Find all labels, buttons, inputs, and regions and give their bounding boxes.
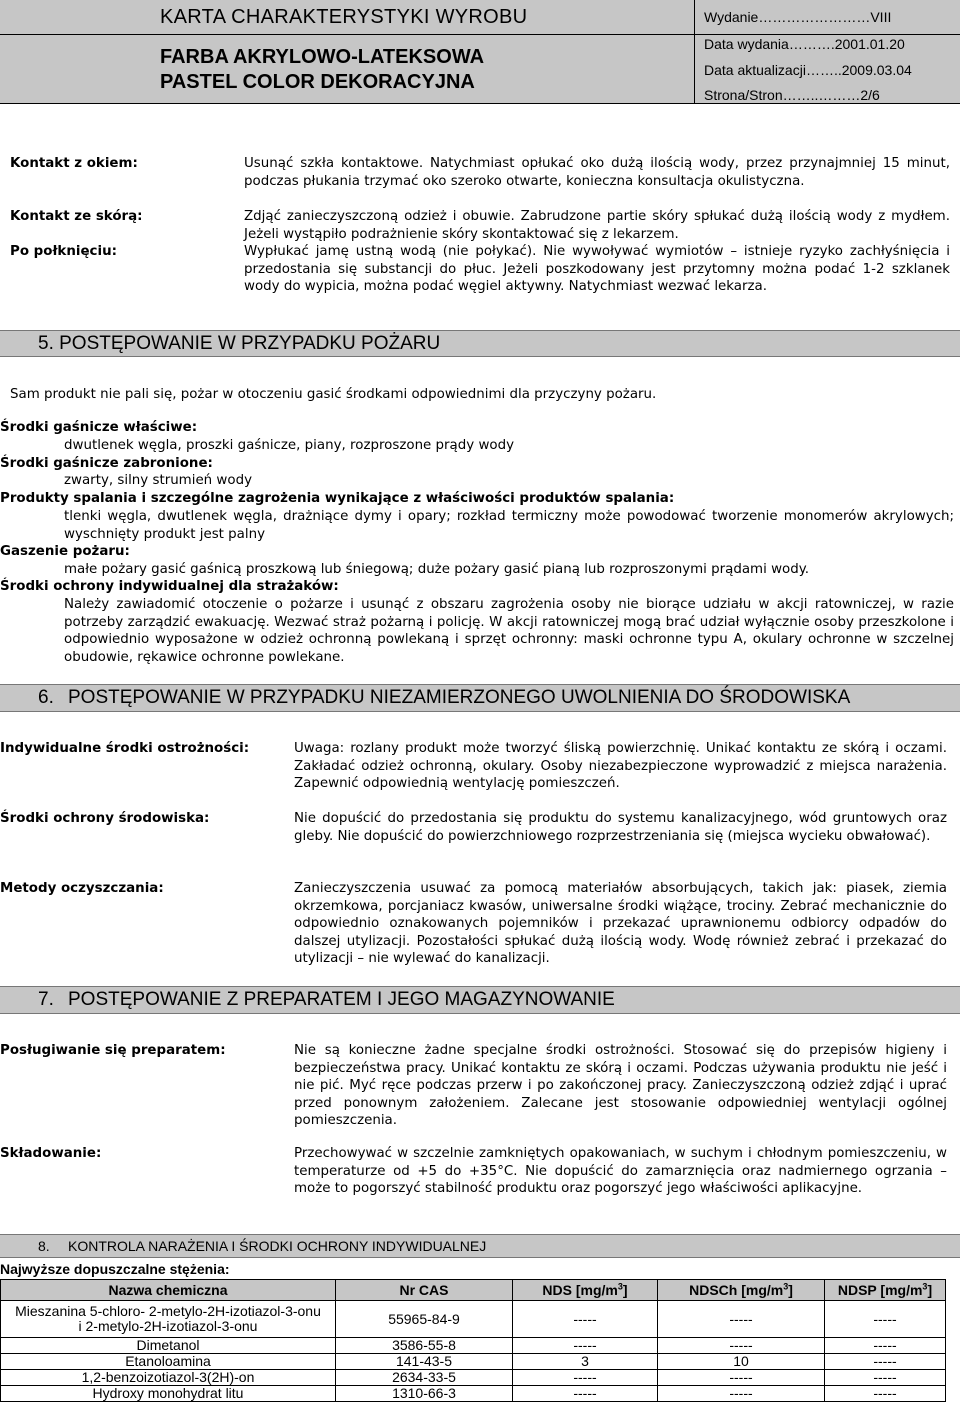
handling-row-text: Przechowywać w szczelnie zamkniętych opakowaniach, w suchym i chłodnym pomieszczeniu, w temperaturze od +5 do +35°C. Nie dopuścić do zamarznięcia oraz nadmiernego ogrzania – może to pogorszyć stabilność produktu oraz pogorszyć jego właściwości aplikacyjne. xyxy=(294,1146,947,1196)
update-date: Data aktualizacji……..2009.03.04 xyxy=(704,62,912,78)
table-cell: 3 xyxy=(513,1354,658,1370)
table-cell: ----- xyxy=(825,1354,946,1370)
handling-row-label: Składowanie: xyxy=(0,1146,102,1161)
column-header: NDSCh $[mg/m^3]$ xyxy=(658,1280,825,1301)
table-cell: Mieszanina 5-chloro- 2-metylo-2H-izotiazol-3-onu i 2-metylo-2H-izotiazol-3-onu xyxy=(1,1301,336,1338)
exposure-limits-table xyxy=(0,1279,946,1402)
fire-item-label: Gaszenie pożaru: xyxy=(0,544,130,559)
table-row xyxy=(1,1354,946,1370)
table-cell: ----- xyxy=(513,1301,658,1338)
table-header-row xyxy=(1,1280,946,1301)
table-cell: ----- xyxy=(658,1370,825,1386)
fire-item-text: małe pożary gasić gaśnicą proszkową lub śniegową; duże pożary gasić pianą lub rozproszonymi prądami wody. xyxy=(64,562,809,577)
issue-date: Data wydania……….2001.01.20 xyxy=(704,36,905,52)
skin-text: Zdjąć zanieczyszczoną odzież i obuwie. Zabrudzone partie skóry spłukać dużą ilością wody z mydłem. Jeżeli wystąpiło podrażnienie skóry skontaktować się z lekarzem. xyxy=(244,209,950,242)
table-cell: Dimetanol xyxy=(1,1338,336,1354)
table-row xyxy=(1,1386,946,1402)
table-row xyxy=(1,1301,946,1338)
table-row xyxy=(1,1338,946,1354)
section-8-title: KONTROLA NARAŻENIA I ŚRODKI OCHRONY INDYWIDUALNEJ xyxy=(68,1238,487,1254)
handling-row-text: Nie są konieczne żadne specjalne środki ostrożności. Stosować się do przepisów higieny i bezpieczeństwa pracy. Unikać kontaktu ze skórą i oczami. Podczas używania produktu nie jeść i nie pić. Myć ręce podczas przerw i po zakończonej pracy. Zanieczyszczoną odzież zdjąć i uprać przed ponownym założeniem. Zalecane jest stosowanie odpowiedniej wentylacji ogólnej pomieszczenia. xyxy=(294,1043,947,1128)
column-header: NDS $[mg/m^3]$ xyxy=(513,1280,658,1301)
release-row-label: Środki ochrony środowiska: xyxy=(0,811,210,826)
table-cell: ----- xyxy=(825,1370,946,1386)
fire-item-text: zwarty, silny strumień wody xyxy=(64,473,252,488)
release-row-text: Uwaga: rozlany produkt może tworzyć śliską powierzchnię. Unikać kontaktu ze skórą i oczami. Zakładać odzież ochronną, okulary. Osoby niezabezpieczone wyprowadzić z miejsca narażenia. Zapewnić odpowiednią wentylację pomieszczeń. xyxy=(294,741,947,791)
section-7-number: 7. xyxy=(38,989,54,1010)
fire-item-text: dwutlenek węgla, proszki gaśnicze, piany, rozproszone prądy wody xyxy=(64,438,515,453)
table-cell: 55965-84-9 xyxy=(336,1301,513,1338)
release-row-text: Nie dopuścić do przedostania się produktu do systemu kanalizacyjnego, wód gruntowych oraz gleby. Nie dopuścić do powierzchniowego rozprzestrzeniania się (miejsca wycieku obwałować). xyxy=(294,811,947,844)
product-name-line1: FARBA AKRYLOWO-LATEKSOWA xyxy=(160,46,485,68)
section-8-number: 8. xyxy=(38,1238,50,1254)
swallow-text: Wypłukać jamę ustną wodą (nie połykać). Nie wywoływać wymiotów – istnieje ryzyko zachłyśnięcia i przedostania się substancji do płuc. Jeżeli poszkodowany jest przytomny można podać 1-2 szklanek wody do wypicia, można podać węgiel aktywny. Natychmiast wezwać lekarza. xyxy=(244,244,950,294)
table-cell: ----- xyxy=(825,1338,946,1354)
table-cell: ----- xyxy=(658,1338,825,1354)
handling-row-label: Posługiwanie się preparatem: xyxy=(0,1043,226,1058)
table-cell: ----- xyxy=(513,1338,658,1354)
section-5-header xyxy=(0,330,960,357)
column-header: Nr CAS xyxy=(336,1280,513,1301)
table-cell: ----- xyxy=(513,1370,658,1386)
section-6-number: 6. xyxy=(38,687,54,708)
fire-item-label: Produkty spalania i szczególne zagrożenia wynikające z właściwości produktów spalania: xyxy=(0,491,675,506)
header-divider xyxy=(694,0,695,103)
section-6-title: POSTĘPOWANIE W PRZYPADKU NIEZAMIERZONEGO UWOLNIENIA DO ŚRODOWISKA xyxy=(68,687,851,708)
table-cell: ----- xyxy=(825,1386,946,1402)
fire-item-text: Należy zawiadomić otoczenie o pożarze i usunąć z obszaru zagrożenia osoby nie biorące udziału w akcji ratowniczej, w razie potrzeby zarządzić ewakuację. Wezwać straż pożarną i policję. W akcji ratowniczej mogą brać udział wyłącznie osoby przeszkolone i odpowiednio wyposażone w odzież ochronną powlekaną i sprzęt ochronny: maski ochronne typu A, okulary ochronne w szczelnej obudowie, rękawice ochronne powlekane. xyxy=(64,597,954,665)
swallow-label: Po połknięciu: xyxy=(10,244,117,259)
document-title: KARTA CHARAKTERYSTYKI WYROBU xyxy=(160,6,528,28)
fire-item-label: Środki gaśnicze właściwe: xyxy=(0,420,198,435)
eyes-label: Kontakt z okiem: xyxy=(10,156,138,171)
column-header: Nazwa chemiczna xyxy=(1,1280,336,1301)
table-cell: Hydroxy monohydrat litu xyxy=(1,1386,336,1402)
section-6-header xyxy=(0,684,960,712)
section-7-header xyxy=(0,986,960,1014)
section-7-title: POSTĘPOWANIE Z PREPARATEM I JEGO MAGAZYNOWANIE xyxy=(68,989,615,1010)
table-cell: Etanoloamina xyxy=(1,1354,336,1370)
page-number: Strona/Stron……..………2/6 xyxy=(704,87,880,103)
product-name-line2: PASTEL COLOR DEKORACYJNA xyxy=(160,71,475,93)
eyes-text: Usunąć szkła kontaktowe. Natychmiast opłukać oko dużą ilością wody, przez przynajmniej 15 minut, podczas płukania trzymać oko szeroko otwarte, konieczna konsultacja okulistyczna. xyxy=(244,156,950,189)
table-cell: 141-43-5 xyxy=(336,1354,513,1370)
table-row xyxy=(1,1370,946,1386)
release-row-text: Zanieczyszczenia usuwać za pomocą materiałów absorbujących, takich jak: piasek, ziemia okrzemkowa, porcjaniacz kwasów, uniwersalne środki wiążące, trociny. Zebrać mechanicznie do odpowiednio oznakowanych pojemników i przekazać uprawnionemu odbiorcy odpadów do dalszej utylizacji. Pozostałości spłukać dużą ilością wody. Wodę również zebrać i przekazać do utylizacji – nie wylewać do kanalizacji. xyxy=(294,881,947,966)
header-rule xyxy=(0,34,960,35)
table-cell: 1,2-benzoizotiazol-3(2H)-on xyxy=(1,1370,336,1386)
table-cell: 1310-66-3 xyxy=(336,1386,513,1402)
release-row-label: Indywidualne środki ostrożności: xyxy=(0,741,250,756)
skin-label: Kontakt ze skórą: xyxy=(10,209,143,224)
table-cell: 2634-33-5 xyxy=(336,1370,513,1386)
table-cell: ----- xyxy=(658,1386,825,1402)
section-5-intro: Sam produkt nie pali się, pożar w otoczeniu gasić środkami odpowiednimi dla przyczyny pożaru. xyxy=(10,387,657,402)
fire-item-label: Środki gaśnicze zabronione: xyxy=(0,456,213,471)
table-cell: ----- xyxy=(658,1301,825,1338)
fire-item-label: Środki ochrony indywidualnej dla strażaków: xyxy=(0,579,339,594)
exposure-limits-title: Najwyższe dopuszczalne stężenia: xyxy=(0,1261,230,1277)
section-5-title: 5. POSTĘPOWANIE W PRZYPADKU POŻARU xyxy=(38,333,441,354)
table-cell: 10 xyxy=(658,1354,825,1370)
fire-item-text: tlenki węgla, dwutlenek węgla, drażniące dymy i opary; rozkład termiczny może powodować tworzenie monomerów akrylowych; wyschnięty produkt jest palny xyxy=(64,509,954,542)
issue-number: Wydanie……………………VIII xyxy=(704,9,892,25)
column-header: NDSP $[mg/m^3]$ xyxy=(825,1280,946,1301)
release-row-label: Metody oczyszczania: xyxy=(0,881,164,896)
table-cell: ----- xyxy=(825,1301,946,1338)
section-8-header xyxy=(0,1234,960,1258)
table-cell: ----- xyxy=(513,1386,658,1402)
table-cell: 3586-55-8 xyxy=(336,1338,513,1354)
